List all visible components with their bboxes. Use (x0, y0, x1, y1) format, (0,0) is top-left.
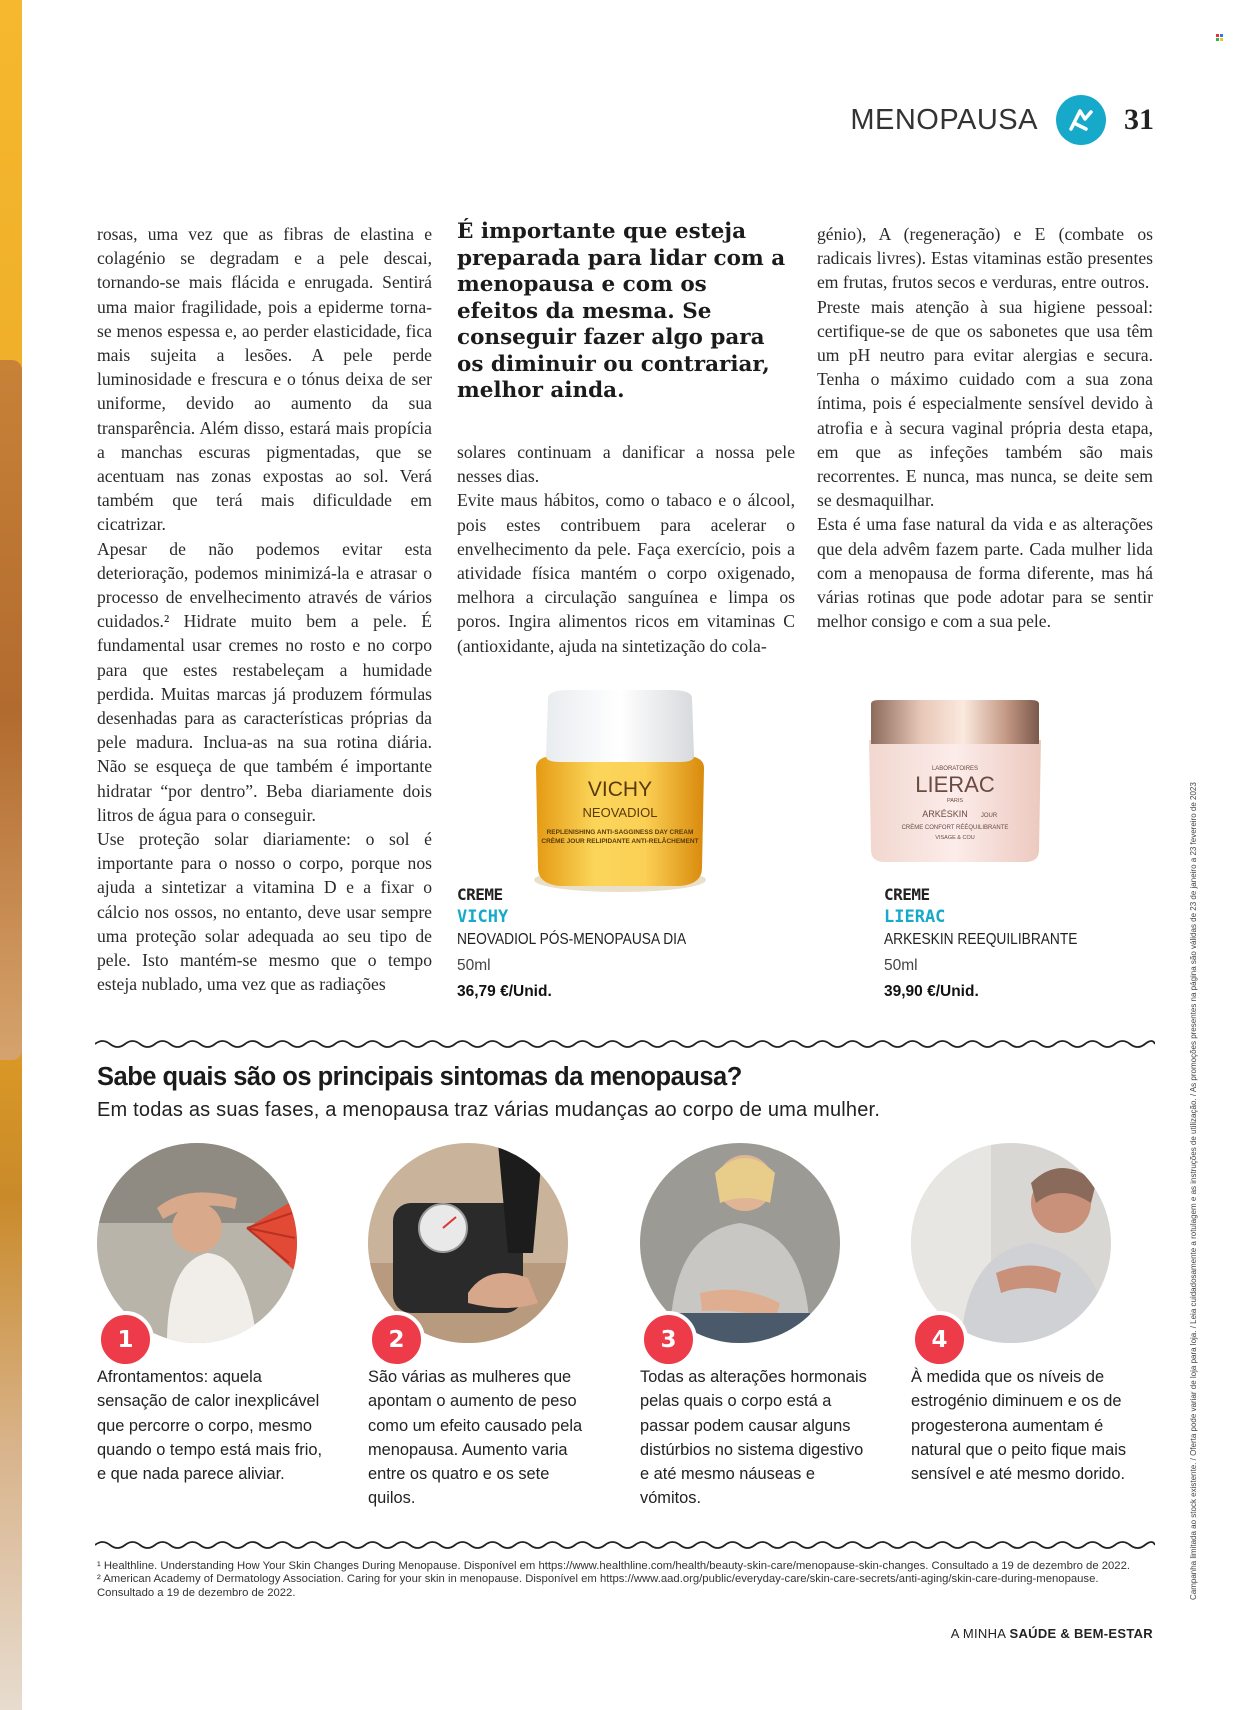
article-column-2 (457, 440, 795, 658)
jar-brand-text: LIERAC (915, 772, 995, 797)
symptoms-subtitle: Em todas as suas fases, a menopausa traz várias mudanças ao corpo de uma mulher. (97, 1099, 881, 1121)
wavy-divider (95, 1539, 1155, 1551)
product-size: 50ml (457, 957, 491, 974)
jar-desc-text: VISAGE & COU (935, 835, 975, 841)
symptom-number-badge: 4 (911, 1311, 968, 1368)
symptom-card-2 (368, 1143, 608, 1508)
symptom-text: São várias as mulheres que apontam o aumento de peso como um efeito causado pela menopausa. Aumento varia entre os quatro e os sete quilos. (368, 1368, 583, 1508)
left-edge-hair (0, 360, 22, 1060)
corner-color-mark (1216, 34, 1223, 41)
brand-logo-icon (1056, 95, 1106, 145)
jar-line-text: ARKÉSKIN (922, 809, 968, 819)
paragraph: Esta é uma fase natural da vida e as alterações que dela advêm fazem parte. Cada mulher lida com a menopausa de forma diferente, mas há várias rotinas que pode adotar para se sentir melhor consigo e com a sua pele. (817, 514, 1153, 632)
paragraph: Preste mais atenção à sua higiene pessoal: certifique-se de que os sabonetes que usa têm um pH neutro para evitar alergias e secura. Tenha o máximo cuidado com a sua zona íntima, pois é especialmente sensível devido à atrofia e à secura vaginal própria desta etapa, em que as infeções também são mais recorrentes. E nunca, mas nunca, se deite sem se desmaquilhar. (817, 296, 1153, 511)
symptom-text: Todas as alterações hormonais pelas quais o corpo está a passar podem causar alguns distúrbios no sistema digestivo e até mesmo náuseas e vómitos. (640, 1368, 867, 1508)
symptom-number-badge: 3 (640, 1311, 697, 1368)
article-column-3 (817, 222, 1153, 633)
footnote: ¹ Healthline. Understanding How Your Skin Changes During Menopause. Disponível em https://www.healthline.com/health/beauty-skin-care/menopause-skin-changes. Consultado a 19 de dezembro de 2022. (97, 1560, 1131, 1572)
vichy-jar-image (530, 690, 710, 895)
symptom-card-1 (97, 1143, 337, 1484)
symptom-card-3 (640, 1143, 880, 1508)
product-name: NEOVADIOL PÓS-MENOPAUSA DIA (457, 931, 687, 948)
jar-city-text: PARIS (946, 798, 964, 804)
symptom-text: Afrontamentos: aquela sensação de calor inexplicável que percorre o corpo, mesmo quando o tempo está mais frio, e que nada parece aliviar. (97, 1368, 323, 1484)
product-kind: CREME (457, 885, 503, 904)
article-column-1 (97, 222, 432, 997)
page-number: 31 (1124, 103, 1154, 136)
pull-quote: É importante que esteja preparada para lidar com a menopausa e com os efeitos da mesma. Se conseguir fazer algo para os diminuir ou contrariar, melhor ainda. (457, 219, 786, 403)
symptom-card-4 (911, 1143, 1151, 1484)
wavy-divider (95, 1038, 1155, 1050)
jar-lab-text: LABORATOIRES (931, 766, 979, 772)
symptom-text: À medida que os níveis de estrogénio diminuem e os de progesterona aumentam é natural que o peito fique mais sensível e até mesmo dorido. (911, 1368, 1127, 1484)
product-price: 39,90 €/Unid. (884, 983, 979, 1000)
footnote: ² American Academy of Dermatology Association. Caring for your skin in menopause. Disponível em https://www.aad.org/public/everyday-care/skin-care-secrets/anti-aging/skin-care-during-menopause. (97, 1573, 1099, 1586)
paragraph: Use proteção solar diariamente: o sol é importante para o nosso o corpo, porque nos ajuda a sintetizar a vitamina D e a fixar o cálcio nos ossos, no entanto, deve usar sempre uma proteção solar adequada ao seu tipo de pele. Isto mantém-se mesmo que o tempo esteja nublado, uma vez que as radiações (97, 829, 432, 995)
footer-brand (951, 1626, 1153, 1641)
product-card-vichy (457, 884, 787, 1004)
side-legal-text: Campanha limitada ao stock existente. / Oferta pode variar de loja para loja. / Leia cuidadosamente a rotulagem e as instruções de utilização. / As promoções presentes na página são válidas de 23 de janeiro a 23 fevereiro de 2023 (1189, 782, 1198, 1600)
section-title: MENOPAUSA (850, 103, 1038, 136)
product-brand: VICHY (457, 907, 509, 927)
symptom-number-badge: 2 (368, 1311, 425, 1368)
left-edge-photo (0, 0, 22, 1710)
footnotes (97, 1560, 1157, 1600)
product-kind: CREME (884, 885, 930, 904)
paragraph: rosas, uma vez que as fibras de elastina e colagénio se degradam e a pele descai, tornando-se mais flácida e enrugada. Sentirá uma maior fragilidade, pois a epiderme torna-se menos espessa e, ao perder elasticidade, fica mais sujeita a lesões. A pele perde luminosidade e frescura e o tónus deixa de ser uniforme, devido ao aumento da sua transparência. Além disso, estará mais propícia a manchas escuras pigmentadas, que se acentuam nas zonas expostas ao sol. Verá também que terá mais dificuldade em cicatrizar. (97, 224, 432, 535)
product-brand: LIERAC (884, 907, 946, 927)
paragraph: solares continuam a danificar a nossa pele nesses dias. (457, 442, 795, 487)
product-price: 36,79 €/Unid. (457, 983, 552, 1000)
jar-desc-text: CRÈME JOUR RELIPIDANTE ANTI-RELÂCHEMENT (541, 838, 699, 845)
jar-brand-text: VICHY (587, 778, 653, 801)
footer-prefix: A MINHA (950, 1626, 1010, 1641)
paragraph: génio), A (regeneração) e E (combate os radicais livres). Estas vitaminas estão presentes em frutas, frutos secos e verduras, entre outros. (817, 224, 1153, 293)
page-header (850, 92, 1154, 148)
symptom-number-badge: 1 (97, 1311, 154, 1368)
paragraph: Apesar de não podemos evitar esta deterioração, podemos minimizá-la e atrasar o processo de envelhecimento através de vários cuidados.² Hidrate muito bem a pele. É fundamental usar cremes no rosto e no corpo para que estes restabeleçam a humidade perdida. Muitas marcas já produzem fórmulas desenhadas para as características próprias da pele madura. Inclua-as na sua rotina diária. Não se esqueça de que também é importante hidratar “por dentro”. Beba diariamente dois litros de água para o conseguir. (97, 538, 432, 825)
product-size: 50ml (884, 957, 918, 974)
symptoms-title: Sabe quais são os principais sintomas da menopausa? (97, 1063, 742, 1091)
footer-brand-name: SAÚDE & BEM-ESTAR (1009, 1626, 1153, 1641)
jar-desc-text: REPLENISHING ANTI-SAGGINESS DAY CREAM (546, 829, 694, 836)
paragraph: Evite maus hábitos, como o tabaco e o álcool, pois estes contribuem para acelerar o envelhecimento da pele. Faça exercício, pois a atividade física mantém o corpo oxigenado, melhora a circulação sanguínea e limpa os poros. Ingira alimentos ricos em vitaminas C (antioxidante, ajuda na sintetização do cola- (457, 490, 795, 656)
jar-desc-text: CRÈME CONFORT RÉÉQUILIBRANTE (901, 825, 1009, 831)
footnote: Consultado a 19 de dezembro de 2022. (97, 1586, 296, 1599)
product-card-lierac (884, 884, 1184, 1004)
jar-line-text: NEOVADIOL (582, 805, 658, 820)
product-name: ARKESKIN REEQUILIBRANTE (884, 931, 1078, 948)
lierac-jar-image (865, 700, 1045, 865)
jar-jour-text: JOUR (980, 813, 998, 819)
